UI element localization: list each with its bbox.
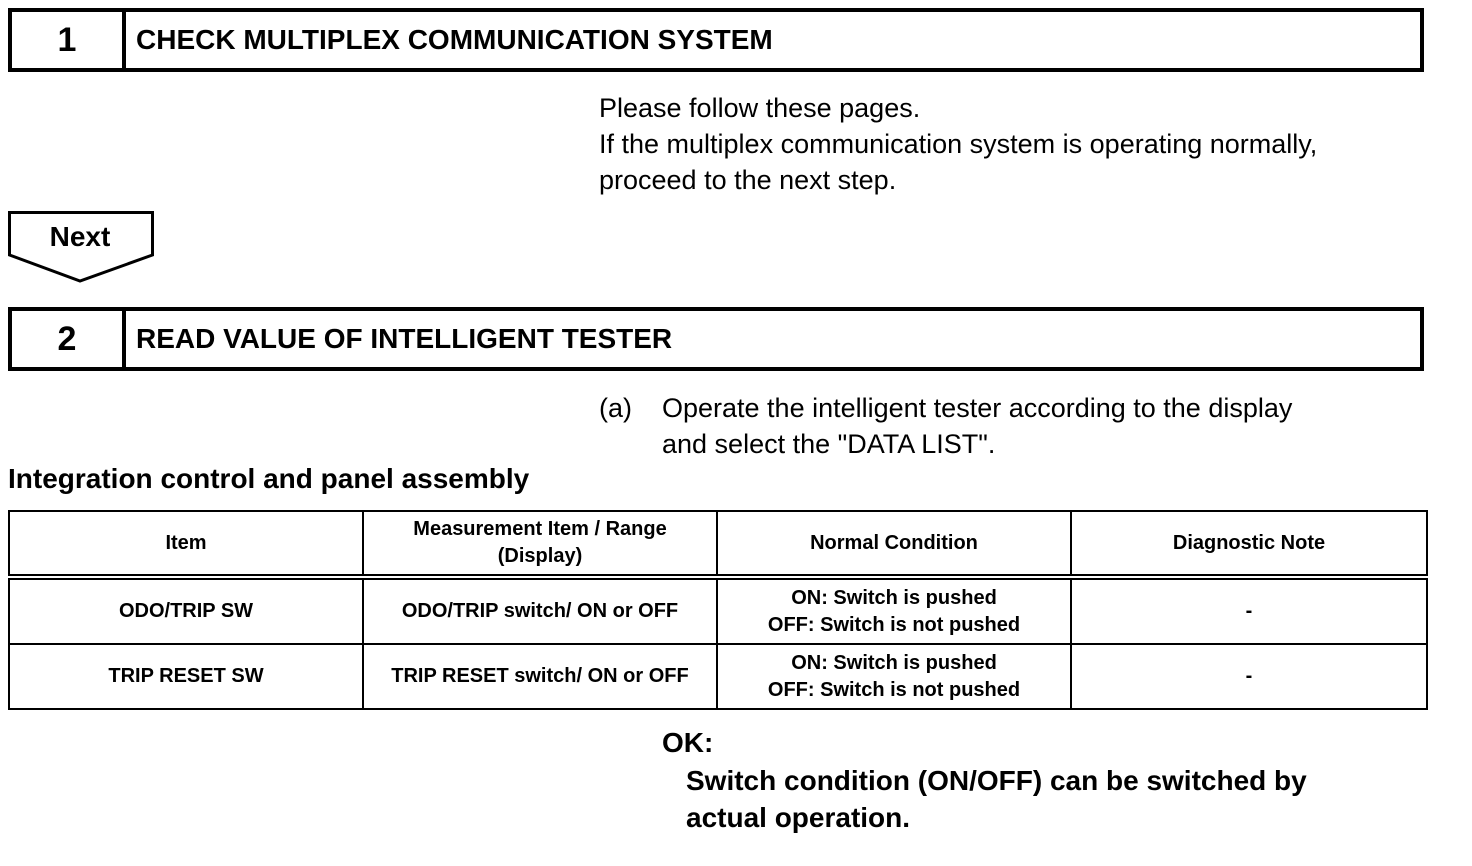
- header-measurement: [363, 511, 717, 577]
- cell-note: -: [1071, 577, 1427, 644]
- step-1-instructions: [599, 90, 1317, 198]
- table-row: [9, 577, 1427, 644]
- cell-item: TRIP RESET SW: [9, 644, 363, 709]
- step-2-substep-line-1: Operate the intelligent tester according to the display: [662, 393, 1293, 423]
- header-measurement-line-2: (Display): [497, 545, 583, 567]
- ok-line-1: Switch condition (ON/OFF) can be switched by: [686, 765, 1307, 796]
- step-2-substep-line-2: and select the "DATA LIST".: [662, 429, 996, 459]
- cell-normal-off: OFF: Switch is not pushed: [767, 678, 1021, 701]
- step-1-number: 1: [12, 12, 126, 68]
- header-normal-condition: Normal Condition: [717, 511, 1071, 577]
- table-row: [9, 644, 1427, 709]
- cell-normal-on: ON: Switch is pushed: [791, 586, 997, 609]
- step-1-header: [8, 8, 1424, 72]
- cell-normal-condition: [717, 577, 1071, 644]
- header-measurement-line-1: Measurement Item / Range: [413, 518, 667, 540]
- cell-normal-off: OFF: Switch is not pushed: [767, 613, 1021, 636]
- step-2-substep-marker: (a): [599, 393, 632, 423]
- ok-line-2: actual operation.: [686, 802, 911, 833]
- step-1-line-3: proceed to the next step.: [599, 165, 897, 195]
- step-1-line-1: Please follow these pages.: [599, 93, 921, 123]
- data-list-table: [8, 510, 1428, 710]
- cell-normal-on: ON: Switch is pushed: [791, 651, 997, 674]
- section-heading: Integration control and panel assembly: [8, 463, 530, 494]
- cell-item: ODO/TRIP SW: [9, 577, 363, 644]
- table-header-row: [9, 511, 1427, 577]
- cell-measurement: ODO/TRIP switch/ ON or OFF: [363, 577, 717, 644]
- step-1-line-2: If the multiplex communication system is operating normally,: [599, 129, 1318, 159]
- step-2-substep-text: [662, 390, 1292, 462]
- cell-note: -: [1071, 644, 1427, 709]
- header-diagnostic-note: Diagnostic Note: [1071, 511, 1427, 577]
- cell-measurement: TRIP RESET switch/ ON or OFF: [363, 644, 717, 709]
- step-2-header: [8, 307, 1424, 371]
- cell-normal-condition: [717, 644, 1071, 709]
- ok-label: OK:: [662, 727, 714, 758]
- step-1-title: CHECK MULTIPLEX COMMUNICATION SYSTEM: [136, 24, 773, 55]
- step-2-number: 2: [12, 311, 126, 367]
- step-2-title: READ VALUE OF INTELLIGENT TESTER: [136, 323, 673, 354]
- ok-text: [686, 762, 1406, 836]
- header-item: Item: [9, 511, 363, 577]
- next-label: Next: [49, 221, 111, 252]
